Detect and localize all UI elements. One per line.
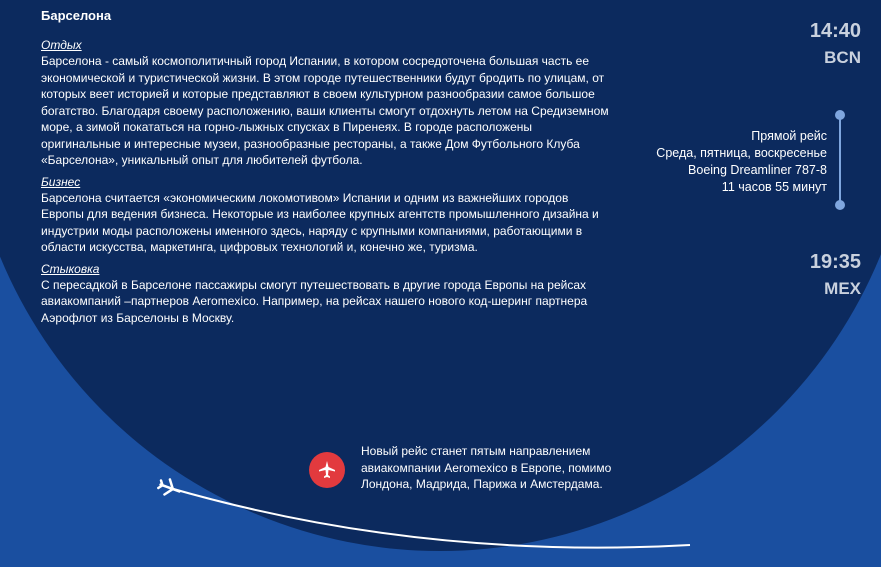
plane-icon: [157, 477, 182, 499]
flight-days: Среда, пятница, воскресенье: [656, 146, 827, 160]
city-title: Барселона: [41, 8, 112, 23]
departure-time: 14:40: [809, 20, 861, 42]
section-leisure: [41, 38, 611, 169]
section-text: С пересадкой в Барселоне пассажиры смогут путешествовать в другие города Европы на рейсах авиакомпаний –партнеров Aeromexico. Например, на рейсах нашего нового код-шеринг партнера Аэрофлот из Барселоны в Москву.: [41, 277, 588, 325]
departure-code: BCN: [824, 48, 861, 67]
arrival-code: MEX: [824, 279, 861, 298]
airplane-badge: [309, 452, 345, 488]
flight-duration: 11 часов 55 минут: [721, 180, 827, 194]
airplane-icon: [317, 460, 337, 480]
section-title: Стыковка: [41, 261, 100, 276]
route-note: Новый рейс станет пятым направлением авиакомпании Aeromexico в Европе, помимо Лондона, Мадрида, Парижа и Амстердама.: [361, 444, 612, 491]
timeline-dot-bottom: [835, 200, 845, 210]
arrival-block: [810, 251, 861, 299]
flight-type: Прямой рейс: [751, 129, 827, 143]
flight-info: [656, 128, 827, 196]
section-title: Отдых: [41, 38, 82, 52]
destination-description: [41, 8, 611, 332]
flight-aircraft: Boeing Dreamliner 787-8: [688, 163, 827, 177]
section-title: Бизнес: [41, 174, 81, 189]
section-text: Барселона считается «экономическим локомотивом» Испании и одним из важнейших городов Европы для ведения бизнеса. Некоторые из наиболее крупных агентств промышленного дизайна и индустрии моды расположены именного здесь, наряду с крупными компаниями, работающими в области искусства, маркетинга, цифровых технологий и, конечно же, туризма.: [41, 190, 599, 254]
section-connection: [41, 262, 611, 327]
departure-block: [810, 20, 861, 68]
timeline-dot-top: [835, 110, 845, 120]
section-text: Барселона - самый космополитичный город Испании, в котором сосредоточена большая часть ее экономической и туристической жизни. В этом городе путешественники будут бродить по улицам, от которых веет историей и которые представляют в своем культурном разнообразии самое большое богатство. Благодаря своему расположению, ваши клиенты смогут отдохнуть летом на Средиземном море, а зимой покататься на горно-лыжных спусках в Пиренеях. В городе расположены оригинальные и интересные музеи, разнообразные рестораны, а также Дом Футбольного Клуба «Барселона», уникальный опыт для любителей футбола.: [41, 54, 609, 167]
section-business: [41, 175, 611, 256]
arrival-time: 19:35: [809, 251, 861, 273]
